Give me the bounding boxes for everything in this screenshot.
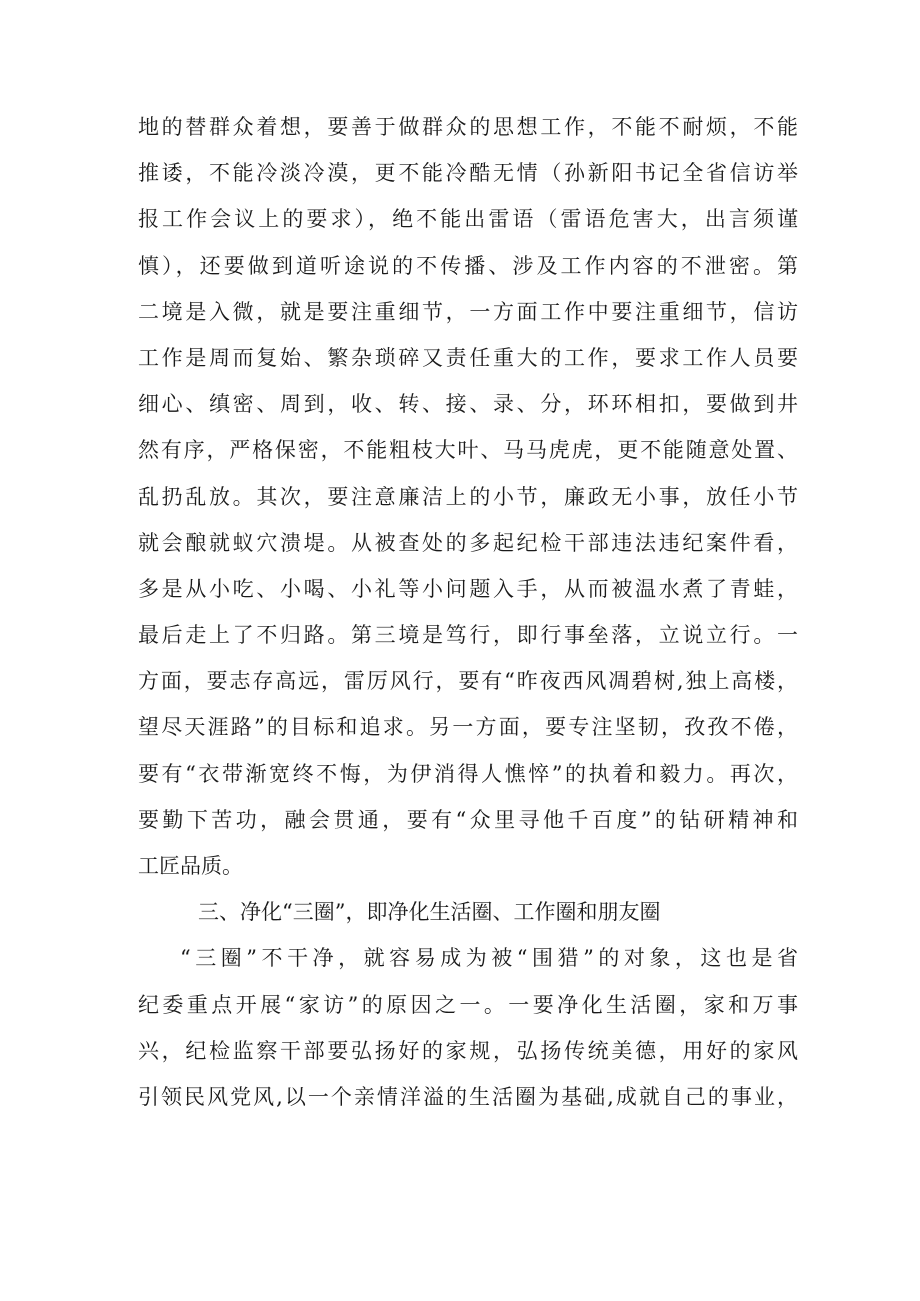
text-line: 纪委重点开展“家访”的原因之一。一要净化生活圈，家和万事 [138,992,798,1017]
text-line: 报工作会议上的要求），绝不能出雷语（雷语危害大，出言须谨 [138,207,798,232]
text-line: 地的替群众着想，要善于做群众的思想工作，不能不耐烦，不能 [138,115,798,139]
text-line: 引领民风党风,以一个亲情洋溢的生活圈为基础,成就自己的事业， [138,1084,798,1109]
paragraph-1 [138,104,798,889]
text-line: 细心、缜密、周到，收、转、接、录、分，环环相扣，要做到井 [138,392,798,417]
section-heading: 三、净化“三圈”，即净化生活圈、工作圈和朋友圈 [198,900,661,925]
text-line: 兴，纪检监察干部要弘扬好的家规，弘扬传统美德，用好的家风 [138,1038,798,1063]
text-line: “三圈”不干净，就容易成为被“围猎”的对象，这也是省 [180,946,798,971]
text-line: 慎），还要做到道听途说的不传播、涉及工作内容的不泄密。第 [138,253,798,278]
text-line: 推诿，不能冷淡冷漠，更不能冷酷无情（孙新阳书记全省信访举 [138,161,798,186]
text-line: 最后走上了不归路。第三境是笃行，即行事垒落，立说立行。一 [138,623,798,648]
text-line: 二境是入微，就是要注重细节，一方面工作中要注重细节，信访 [138,299,798,324]
text-line: 方面，要志存高远，雷厉风行，要有“昨夜西风凋碧树,独上高楼， [138,669,798,694]
text-line: 要有“衣带渐宽终不悔，为伊消得人憔悴”的执着和毅力。再次， [138,761,798,786]
text-line: 然有序，严格保密，不能粗枝大叶、马马虎虎，更不能随意处置、 [138,438,798,463]
document-body [138,104,798,1120]
text-line: 要勤下苦功，融会贯通，要有“众里寻他千百度”的钻研精神和 [138,807,798,832]
text-line: 工匠品质。 [138,854,243,878]
text-line: 就会酿就蚁穴溃堤。从被查处的多起纪检干部违法违纪案件看， [138,530,798,555]
text-line: 望尽天涯路”的目标和追求。另一方面，要专注坚韧，孜孜不倦， [138,715,798,740]
text-line: 工作是周而复始、繁杂琐碎又责任重大的工作，要求工作人员要 [138,345,798,370]
text-line: 多是从小吃、小喝、小礼等小问题入手，从而被温水煮了青蛙， [138,576,798,601]
text-line: 乱扔乱放。其次，要注意廉洁上的小节，廉政无小事，放任小节 [138,484,798,509]
paragraph-2 [138,935,798,1120]
